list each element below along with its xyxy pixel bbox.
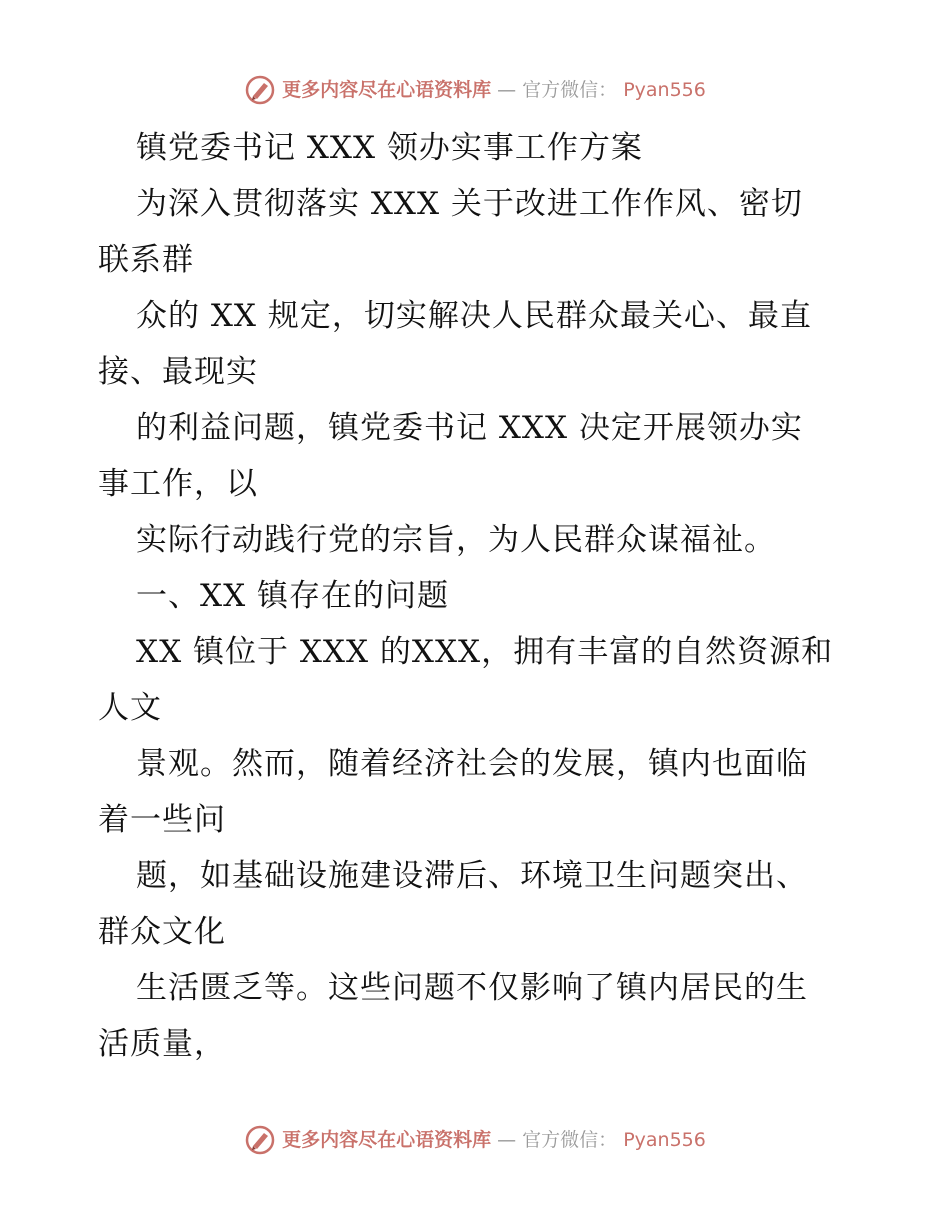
text-line: 事工作，以 — [98, 466, 258, 502]
watermark-label: 官方微信： — [522, 1129, 618, 1151]
text-line: 生活匮乏等。这些问题不仅影响了镇内居民的生 — [136, 970, 808, 1006]
text-line: 联系群 — [98, 242, 194, 278]
text-line: 景观。然而，随着经济社会的发展，镇内也面临 — [136, 746, 808, 782]
text-line: 为深入贯彻落实 XXX 关于改进工作作风、密切 — [136, 186, 803, 222]
document-body — [98, 120, 868, 1072]
text-line: 着一些问 — [98, 802, 226, 838]
watermark-id: Pyan556 — [623, 79, 706, 101]
text-line: 接、最现实 — [98, 354, 258, 390]
text-line: 人文 — [98, 690, 162, 726]
pen-logo-icon — [244, 74, 276, 106]
watermark-separator: — — [497, 1129, 517, 1151]
document-title: 镇党委书记 XXX 领办实事工作方案 — [136, 130, 643, 166]
text-line: 一、XX 镇存在的问题 — [136, 578, 449, 614]
watermark-label: 官方微信： — [522, 79, 618, 101]
watermark-id: Pyan556 — [623, 1129, 706, 1151]
text-line: 题，如基础设施建设滞后、环境卫生问题突出、 — [136, 858, 808, 894]
text-line: 实际行动践行党的宗旨，为人民群众谋福祉。 — [136, 522, 776, 558]
text-line: 群众文化 — [98, 914, 226, 950]
text-line: XX 镇位于 XXX 的XXX，拥有丰富的自然资源和 — [136, 634, 834, 670]
header-watermark — [0, 74, 950, 106]
text-line: 活质量， — [98, 1026, 226, 1062]
footer-watermark — [0, 1124, 950, 1156]
watermark-separator: — — [497, 79, 517, 101]
pen-logo-icon — [244, 1124, 276, 1156]
watermark-brand: 更多内容尽在心语资料库 — [282, 79, 492, 101]
watermark-brand: 更多内容尽在心语资料库 — [282, 1129, 492, 1151]
text-line: 的利益问题，镇党委书记 XXX 决定开展领办实 — [136, 410, 803, 446]
text-line: 众的 XX 规定，切实解决人民群众最关心、最直 — [136, 298, 812, 334]
